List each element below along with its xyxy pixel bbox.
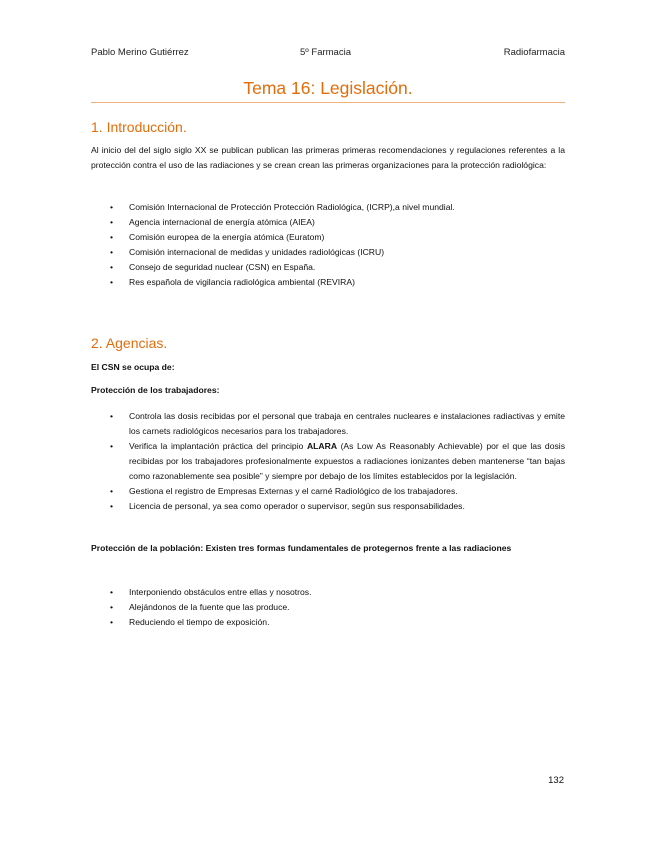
list-item: • Interponiendo obstáculos entre ellas y nosotros.: [91, 585, 565, 600]
workers-list: [91, 409, 565, 514]
page-title: Tema 16: Legislación.: [243, 78, 413, 98]
alara-text-pre: Verifica la implantación práctica del principio: [129, 441, 307, 451]
alara-text-post: (As Low As Reasonably Achievable) por el que las dosis recibidas por los trabajadores profesionalmente expuestos a radiaciones ionizantes deben mantenerse “tan bajas como razonablemente sea posible” y siempre por debajo de los límites establecidos por la legislación.: [129, 441, 565, 481]
header-author: Pablo Merino Gutiérrez: [91, 47, 189, 58]
list-item: • Reduciendo el tiempo de exposición.: [91, 615, 565, 630]
section-heading-agencias: 2. Agencias.: [91, 335, 168, 351]
list-item: • Comisión europea de la energía atómica (Euratom): [91, 230, 565, 245]
list-item: • Controla las dosis recibidas por el personal que trabaja en centrales nucleares e instalaciones radiactivas y emite los carnets radiológicos necesarios para los trabajadores.: [91, 409, 565, 439]
list-item: • Res española de vigilancia radiológica ambiental (REVIRA): [91, 275, 565, 290]
intro-paragraph: Al inicio del del siglo siglo XX se publican publican las primeras primeras recomendaciones y regulaciones referentes a la protección contra el uso de las radiaciones y se crean crean las primeras organizaciones para la protección radiológica:: [91, 145, 565, 170]
csn-intro: El CSN se ocupa de:: [91, 362, 175, 372]
page-number: 132: [548, 775, 564, 786]
list-item: • Comisión internacional de medidas y unidades radiológicas (ICRU): [91, 245, 565, 260]
page-header: [91, 47, 565, 61]
list-item: • Consejo de seguridad nuclear (CSN) en España.: [91, 260, 565, 275]
header-subject: Radiofarmacia: [503, 47, 565, 58]
list-item: • Alejándonos de la fuente que las produce.: [91, 600, 565, 615]
title-block: [91, 78, 565, 103]
list-item: • Comisión Internacional de Protección Protección Radiológica, (ICRP),a nivel mundial.: [91, 200, 565, 215]
population-heading: Protección de la población: Existen tres formas fundamentales de protegernos frente a las radiaciones: [91, 543, 512, 553]
list-item: • Licencia de personal, ya sea como operador o supervisor, según sus responsabilidades.: [91, 499, 565, 514]
alara-acronym: ALARA: [306, 441, 338, 451]
section-heading-introduccion: 1. Introducción.: [91, 119, 187, 135]
list-item: [91, 439, 565, 484]
population-list: [91, 585, 565, 630]
header-course: 5º Farmacia: [300, 47, 351, 58]
organizations-list: [91, 200, 565, 290]
list-item: • Agencia internacional de energía atómica (AIEA): [91, 215, 565, 230]
workers-heading: Protección de los trabajadores:: [91, 385, 220, 395]
list-item: • Gestiona el registro de Empresas Externas y el carné Radiológico de los trabajadores.: [91, 484, 565, 499]
